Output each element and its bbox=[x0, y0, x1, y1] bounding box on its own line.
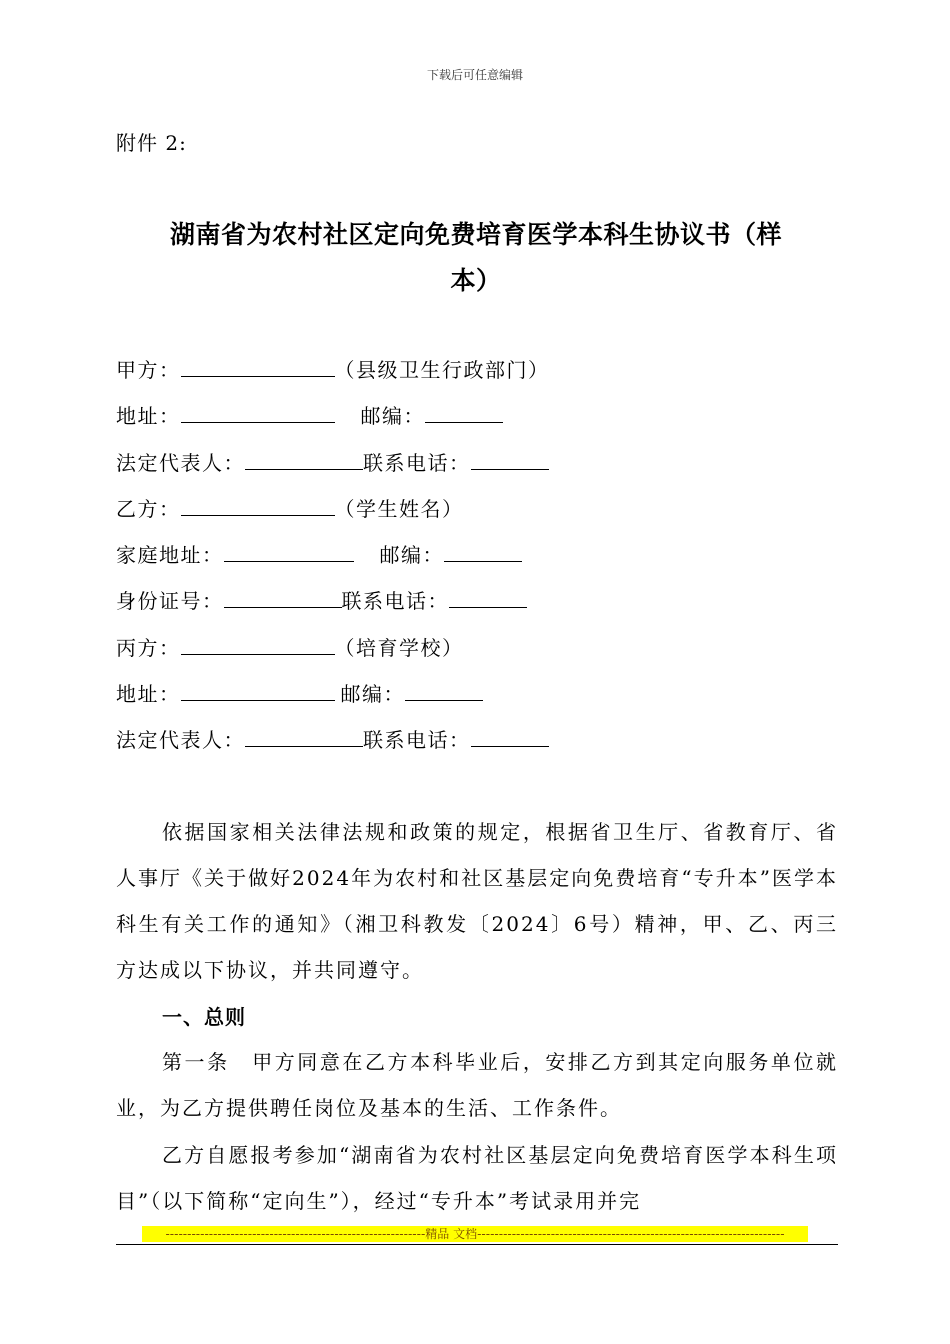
party-a-blank[interactable] bbox=[181, 356, 335, 377]
phone-label: 联系电话： bbox=[363, 728, 471, 752]
legal-rep-label: 法定代表人： bbox=[116, 451, 245, 475]
party-a-address-row bbox=[116, 401, 503, 431]
home-address-label: 家庭地址： bbox=[116, 543, 224, 567]
phone-blank[interactable] bbox=[471, 726, 549, 747]
title-line-1: 湖南省为农村社区定向免费培育医学本科生协议书（样 bbox=[169, 220, 782, 249]
party-c-row bbox=[116, 633, 464, 663]
postcode-blank[interactable] bbox=[444, 541, 522, 562]
footer-watermark-band: ------------------------------------------------------------精品 文档----------------------------------------------------------------------- bbox=[142, 1226, 808, 1242]
postcode-label: 邮编： bbox=[340, 682, 405, 706]
phone-blank[interactable] bbox=[471, 449, 549, 470]
party-c-label: 丙方： bbox=[116, 636, 181, 660]
party-c-note: （培育学校） bbox=[334, 636, 464, 660]
party-a-rep-row bbox=[116, 448, 549, 478]
party-b-label: 乙方： bbox=[116, 497, 181, 521]
phone-label: 联系电话： bbox=[341, 589, 449, 613]
party-a-row bbox=[116, 355, 550, 385]
header-note: 下载后可任意编辑 bbox=[426, 68, 523, 82]
address-blank[interactable] bbox=[181, 680, 335, 701]
paragraph-2: 乙方自愿报考参加“湖南省为农村社区基层定向免费培育医学本科生项目”（以下简称“定向生”），经过“专升本”考试录用并完 bbox=[116, 1143, 838, 1213]
party-a-note: （县级卫生行政部门） bbox=[334, 358, 550, 382]
attachment-label: 附件 2: bbox=[116, 131, 187, 155]
legal-rep-blank[interactable] bbox=[245, 726, 363, 747]
id-label: 身份证号： bbox=[116, 589, 224, 613]
party-b-note: （学生姓名） bbox=[334, 497, 464, 521]
postcode-blank[interactable] bbox=[405, 680, 483, 701]
id-blank[interactable] bbox=[224, 587, 342, 608]
party-c-blank[interactable] bbox=[181, 634, 335, 655]
party-b-id-row bbox=[116, 586, 527, 616]
legal-rep-blank[interactable] bbox=[245, 449, 363, 470]
postcode-label: 邮编： bbox=[379, 543, 444, 567]
party-c-address-row bbox=[116, 679, 483, 709]
footer-divider bbox=[116, 1244, 838, 1245]
postcode-label: 邮编： bbox=[360, 404, 425, 428]
address-label: 地址： bbox=[116, 682, 181, 706]
preamble-paragraph: 依据国家相关法律法规和政策的规定，根据省卫生厅、省教育厅、省人事厅《关于做好2024年为农村和社区基层定向免费培育“专升本”医学本科生有关工作的通知》（湘卫科教发〔2024〕6号）精神，甲、乙、丙三方达成以下协议，并共同遵守。 bbox=[116, 820, 838, 982]
party-b-row bbox=[116, 494, 464, 524]
section-heading: 一、总则 bbox=[162, 1005, 246, 1029]
title-line-2: 本） bbox=[450, 266, 502, 295]
party-b-address-row bbox=[116, 540, 522, 570]
party-c-rep-row bbox=[116, 725, 549, 755]
party-b-blank[interactable] bbox=[181, 495, 335, 516]
phone-blank[interactable] bbox=[449, 587, 527, 608]
postcode-blank[interactable] bbox=[425, 402, 503, 423]
document-title bbox=[116, 212, 836, 304]
home-address-blank[interactable] bbox=[224, 541, 354, 562]
phone-label: 联系电话： bbox=[363, 451, 471, 475]
article-1-paragraph: 第一条 甲方同意在乙方本科毕业后，安排乙方到其定向服务单位就业，为乙方提供聘任岗位及基本的生活、工作条件。 bbox=[116, 1050, 838, 1120]
legal-rep-label: 法定代表人： bbox=[116, 728, 245, 752]
address-label: 地址： bbox=[116, 404, 181, 428]
party-a-label: 甲方： bbox=[116, 358, 181, 382]
address-blank[interactable] bbox=[181, 402, 335, 423]
